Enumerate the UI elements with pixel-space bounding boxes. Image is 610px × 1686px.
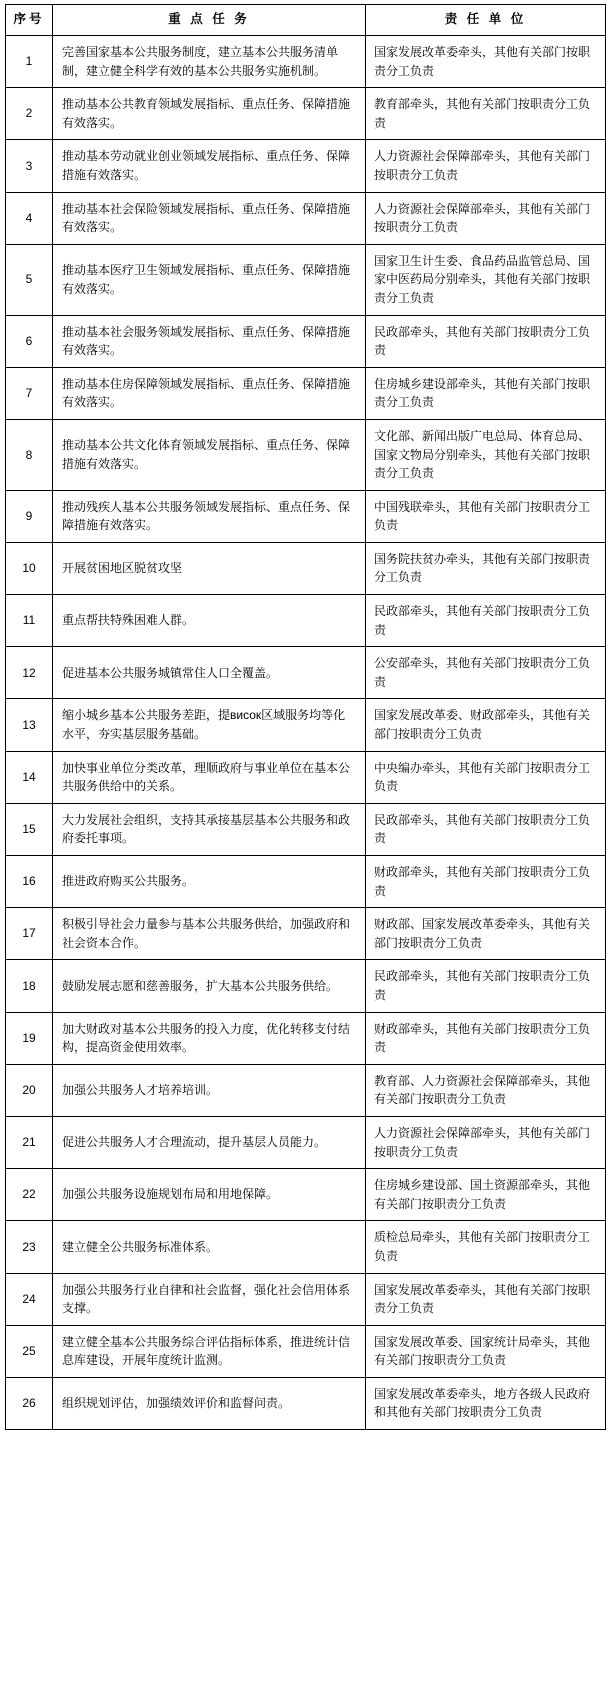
column-header-task: 重 点 任 务 — [53, 5, 366, 36]
row-unit-cell: 民政部牵头，其他有关部门按职责分工负责 — [366, 595, 606, 647]
row-index-cell: 24 — [6, 1273, 53, 1325]
row-unit-cell: 教育部牵头，其他有关部门按职责分工负责 — [366, 88, 606, 140]
row-task-cell: 加强公共服务人才培养培训。 — [53, 1064, 366, 1116]
table-row — [6, 542, 606, 594]
row-index-cell: 23 — [6, 1221, 53, 1273]
row-index-cell: 8 — [6, 419, 53, 490]
row-index-cell: 4 — [6, 192, 53, 244]
row-task-cell: 促进公共服务人才合理流动，提升基层人员能力。 — [53, 1116, 366, 1168]
row-unit-cell: 中央编办牵头，其他有关部门按职责分工负责 — [366, 751, 606, 803]
row-task-cell: 大力发展社会组织，支持其承接基层基本公共服务和政府委托事项。 — [53, 803, 366, 855]
row-task-cell: 建立健全基本公共服务综合评估指标体系，推进统计信息库建设，开展年度统计监测。 — [53, 1325, 366, 1377]
row-task-cell: 鼓励发展志愿和慈善服务，扩大基本公共服务供给。 — [53, 960, 366, 1012]
table-row — [6, 1169, 606, 1221]
row-index-cell: 7 — [6, 367, 53, 419]
table-row — [6, 490, 606, 542]
row-unit-cell: 文化部、新闻出版广电总局、体育总局、国家文物局分别牵头，其他有关部门按职责分工负责 — [366, 419, 606, 490]
table-row — [6, 140, 606, 192]
row-task-cell: 推动基本劳动就业创业领域发展指标、重点任务、保障措施有效落实。 — [53, 140, 366, 192]
table-row — [6, 699, 606, 751]
table-row — [6, 315, 606, 367]
row-task-cell: 推进政府购买公共服务。 — [53, 856, 366, 908]
row-index-cell: 5 — [6, 244, 53, 315]
row-task-cell: 开展贫困地区脱贫攻坚 — [53, 542, 366, 594]
row-index-cell: 20 — [6, 1064, 53, 1116]
row-index-cell: 3 — [6, 140, 53, 192]
key-tasks-table — [5, 4, 606, 1430]
table-row — [6, 192, 606, 244]
column-header-index: 序号 — [6, 5, 53, 36]
row-unit-cell: 人力资源社会保障部牵头，其他有关部门按职责分工负责 — [366, 140, 606, 192]
row-index-cell: 13 — [6, 699, 53, 751]
row-index-cell: 21 — [6, 1116, 53, 1168]
row-unit-cell: 公安部牵头，其他有关部门按职责分工负责 — [366, 647, 606, 699]
row-task-cell: 推动残疾人基本公共服务领域发展指标、重点任务、保障措施有效落实。 — [53, 490, 366, 542]
row-task-cell: 建立健全公共服务标准体系。 — [53, 1221, 366, 1273]
row-index-cell: 22 — [6, 1169, 53, 1221]
row-unit-cell: 民政部牵头，其他有关部门按职责分工负责 — [366, 315, 606, 367]
row-index-cell: 25 — [6, 1325, 53, 1377]
table-row — [6, 1012, 606, 1064]
row-unit-cell: 教育部、人力资源社会保障部牵头，其他有关部门按职责分工负责 — [366, 1064, 606, 1116]
row-task-cell: 推动基本社会服务领域发展指标、重点任务、保障措施有效落实。 — [53, 315, 366, 367]
row-unit-cell: 国务院扶贫办牵头，其他有关部门按职责分工负责 — [366, 542, 606, 594]
row-index-cell: 10 — [6, 542, 53, 594]
table-row — [6, 1273, 606, 1325]
table-row — [6, 856, 606, 908]
table-row — [6, 1377, 606, 1429]
table-row — [6, 1116, 606, 1168]
row-task-cell: 缩小城乡基本公共服务差距，提висок区域服务均等化水平，夯实基层服务基础。 — [53, 699, 366, 751]
row-task-cell: 加大财政对基本公共服务的投入力度，优化转移支付结构，提高资金使用效率。 — [53, 1012, 366, 1064]
row-task-cell: 重点帮扶特殊困难人群。 — [53, 595, 366, 647]
row-index-cell: 17 — [6, 908, 53, 960]
row-unit-cell: 人力资源社会保障部牵头，其他有关部门按职责分工负责 — [366, 192, 606, 244]
row-unit-cell: 民政部牵头，其他有关部门按职责分工负责 — [366, 960, 606, 1012]
row-unit-cell: 国家发展改革委、国家统计局牵头，其他有关部门按职责分工负责 — [366, 1325, 606, 1377]
table-row — [6, 419, 606, 490]
table-row — [6, 1221, 606, 1273]
table-row — [6, 1064, 606, 1116]
table-row — [6, 88, 606, 140]
row-task-cell: 加强公共服务设施规划布局和用地保障。 — [53, 1169, 366, 1221]
table-row — [6, 960, 606, 1012]
table-row — [6, 595, 606, 647]
row-unit-cell: 住房城乡建设部、国土资源部牵头，其他有关部门按职责分工负责 — [366, 1169, 606, 1221]
row-unit-cell: 民政部牵头，其他有关部门按职责分工负责 — [366, 803, 606, 855]
row-task-cell: 加强公共服务行业自律和社会监督，强化社会信用体系支撑。 — [53, 1273, 366, 1325]
row-unit-cell: 人力资源社会保障部牵头，其他有关部门按职责分工负责 — [366, 1116, 606, 1168]
row-task-cell: 推动基本社会保险领域发展指标、重点任务、保障措施有效落实。 — [53, 192, 366, 244]
table-row — [6, 1325, 606, 1377]
row-index-cell: 6 — [6, 315, 53, 367]
row-unit-cell: 国家发展改革委、财政部牵头，其他有关部门按职责分工负责 — [366, 699, 606, 751]
row-index-cell: 19 — [6, 1012, 53, 1064]
row-task-cell: 推动基本住房保障领域发展指标、重点任务、保障措施有效落实。 — [53, 367, 366, 419]
row-unit-cell: 质检总局牵头，其他有关部门按职责分工负责 — [366, 1221, 606, 1273]
table-row — [6, 36, 606, 88]
row-task-cell: 推动基本公共教育领域发展指标、重点任务、保障措施有效落实。 — [53, 88, 366, 140]
row-unit-cell: 财政部、国家发展改革委牵头，其他有关部门按职责分工负责 — [366, 908, 606, 960]
table-header — [6, 5, 606, 36]
row-index-cell: 14 — [6, 751, 53, 803]
row-unit-cell: 中国残联牵头，其他有关部门按职责分工负责 — [366, 490, 606, 542]
row-index-cell: 1 — [6, 36, 53, 88]
table-row — [6, 751, 606, 803]
row-task-cell: 促进基本公共服务城镇常住人口全覆盖。 — [53, 647, 366, 699]
row-unit-cell: 国家发展改革委牵头，其他有关部门按职责分工负责 — [366, 36, 606, 88]
row-index-cell: 18 — [6, 960, 53, 1012]
row-task-cell: 积极引导社会力量参与基本公共服务供给，加强政府和社会资本合作。 — [53, 908, 366, 960]
table-row — [6, 367, 606, 419]
row-index-cell: 26 — [6, 1377, 53, 1429]
table-row — [6, 803, 606, 855]
row-task-cell: 推动基本医疗卫生领域发展指标、重点任务、保障措施有效落实。 — [53, 244, 366, 315]
row-unit-cell: 财政部牵头，其他有关部门按职责分工负责 — [366, 856, 606, 908]
row-unit-cell: 住房城乡建设部牵头，其他有关部门按职责分工负责 — [366, 367, 606, 419]
row-task-cell: 加快事业单位分类改革，理顺政府与事业单位在基本公共服务供给中的关系。 — [53, 751, 366, 803]
row-index-cell: 12 — [6, 647, 53, 699]
row-index-cell: 15 — [6, 803, 53, 855]
column-header-unit: 责 任 单 位 — [366, 5, 606, 36]
row-index-cell: 9 — [6, 490, 53, 542]
row-task-cell: 组织规划评估，加强绩效评价和监督问责。 — [53, 1377, 366, 1429]
row-index-cell: 11 — [6, 595, 53, 647]
table-body — [6, 36, 606, 1430]
table-header-row — [6, 5, 606, 36]
row-unit-cell: 财政部牵头，其他有关部门按职责分工负责 — [366, 1012, 606, 1064]
row-task-cell: 推动基本公共文化体育领域发展指标、重点任务、保障措施有效落实。 — [53, 419, 366, 490]
table-row — [6, 908, 606, 960]
table-row — [6, 244, 606, 315]
row-index-cell: 16 — [6, 856, 53, 908]
table-row — [6, 647, 606, 699]
row-index-cell: 2 — [6, 88, 53, 140]
row-unit-cell: 国家发展改革委牵头，其他有关部门按职责分工负责 — [366, 1273, 606, 1325]
row-unit-cell: 国家发展改革委牵头，地方各级人民政府和其他有关部门按职责分工负责 — [366, 1377, 606, 1429]
row-unit-cell: 国家卫生计生委、食品药品监管总局、国家中医药局分别牵头，其他有关部门按职责分工负责 — [366, 244, 606, 315]
row-task-cell: 完善国家基本公共服务制度，建立基本公共服务清单制，建立健全科学有效的基本公共服务实施机制。 — [53, 36, 366, 88]
